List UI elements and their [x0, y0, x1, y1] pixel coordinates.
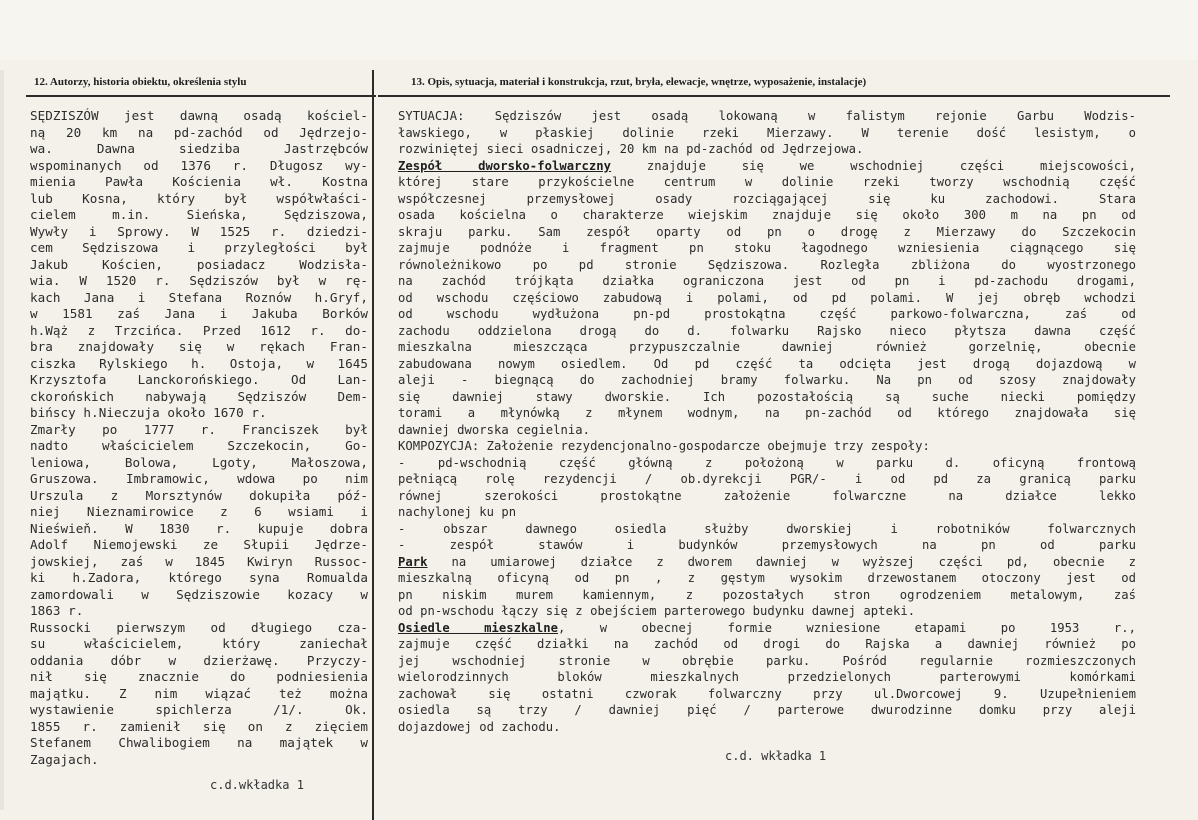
right-text-line [398, 191, 1136, 208]
right-text-line [398, 224, 1136, 241]
line-text: zabudowana nowym osiedlem. Od pd część ta odcięta jest drogą dojazdową w [398, 356, 1136, 371]
page-top-margin [0, 0, 1198, 60]
line-text: pełniącą rolę rezydencji / ob.dyrekcji PGR/- i od pd za granicą parku [398, 472, 1136, 486]
underlined-term: Osiedle mieszkalne [398, 620, 558, 635]
right-text-line [398, 719, 1136, 736]
right-section-header: 13. Opis, sytuacja, materiał i konstrukcja, rzut, bryła, elewacje, wnętrze, wyposażenie, instalacje) [411, 76, 867, 88]
line-text: nachylonej ku pn [398, 505, 517, 519]
left-text-line: jowskiej, zaś w 1845 Kwiryn Russoc- [30, 553, 368, 569]
line-text: ławskiego, w płaskiej dolinie rzeki Mierzawy. W terenie dość lesistym, o [398, 125, 1136, 140]
left-text-line: Krzysztofa Lanckorońskiego. Od Lan- [30, 372, 368, 387]
line-text: torami a młynówką z młynem wodnym, na pn-zachód od którego znajdowała się [398, 406, 1136, 420]
right-text-line [398, 389, 1136, 406]
right-text-line [398, 587, 1136, 604]
left-text-line: lub Kosna, który był współwłaści- [30, 190, 368, 206]
left-text-line: nadto właścicielem Szczekocin, Go- [30, 438, 368, 453]
right-text-line [398, 339, 1136, 356]
right-text-line [398, 207, 1136, 224]
line-text: , w obecnej formie wzniesione etapami po 1953 r., [557, 620, 1136, 635]
right-text-line [398, 636, 1136, 653]
line-text: wielorodzinnych bloków mieszkalnych przedzielonych parterowymi komórkami [398, 670, 1136, 684]
left-text-line: wa. Dawna siedziba Jastrzębców [30, 141, 368, 156]
line-text: KOMPOZYCJA: Założenie rezydencjonalno-gospodarcze obejmuje trzy zespoły: [398, 439, 930, 453]
right-text-line [398, 356, 1136, 373]
right-text-line [398, 455, 1136, 472]
right-text-line [398, 570, 1136, 587]
right-text-line [398, 125, 1136, 142]
left-section-header: 12. Autorzy, historia obiektu, określenia stylu [34, 76, 247, 88]
left-text-line: Stefanem Chwalibogiem na majątek w [30, 735, 368, 750]
right-text-line [398, 158, 1136, 175]
right-text-line [398, 438, 1136, 455]
left-text-line: wystawienie spichlerza /1/. Ok. [30, 702, 368, 717]
line-text: zachował się ostatni czworak folwarczny przy ul.Dworcowej 9. Uzupełnieniem [398, 686, 1136, 701]
right-text-line [398, 686, 1136, 703]
left-text-line: ckorońskich nabywają Sędziszów Dem- [30, 388, 368, 404]
right-text-line [398, 306, 1136, 323]
right-text-line [398, 521, 1136, 538]
line-text: - pd-wschodnią część główną z położoną w parku d. oficyną frontową [398, 455, 1136, 470]
left-text-line: bra znajdowały się w rękach Fran- [30, 339, 368, 354]
line-text: dojazdowej od zachodu. [398, 719, 561, 734]
right-continuation-note: c.d. wkładka 1 [725, 749, 827, 763]
left-text-line: 1863 r. [30, 603, 84, 618]
left-text-line: w 1581 zaś Jana i Jakuba Borków [30, 306, 368, 321]
line-text: zajmuje podnóże i fragment pn stoku łagodnego wzniesienia ciągnącego się [398, 241, 1136, 255]
right-text-column [398, 108, 1136, 735]
right-text-line [398, 504, 1136, 521]
line-text: mieszkalną oficyną od pn , z gęstym wysokim drzewostanem otoczony jest od [398, 571, 1136, 585]
line-text: na umiarowej działce z dworem dawniej w wyższej części pd, obecnie z [427, 554, 1136, 569]
right-text-line [398, 620, 1136, 637]
line-text: na zachód trójkąta działka ograniczona jest od pn i pd-zachodu drogami, [398, 274, 1136, 288]
left-text-line: Wywły i Sprowy. W 1525 r. dziedzi- [30, 223, 368, 239]
line-text: od wschodu wydłużona pn-pd prostokątna część parkowo-folwarczna, zaś od [398, 307, 1136, 321]
line-text: której stare przykościelne centrum w dolinie rzeki tworzy wschodnią część [398, 175, 1136, 189]
left-header-rule [26, 95, 376, 97]
line-text: - zespół stawów i budynków przemysłowych na pn od parku [398, 538, 1136, 552]
left-text-line: nił się znacznie do podniesienia [30, 669, 368, 684]
left-text-line: su właścicielem, który zaniechał [30, 636, 368, 651]
right-text-line [398, 554, 1136, 571]
left-text-line: cem Sędziszowa i przyległości był [30, 240, 368, 255]
right-text-line [398, 372, 1136, 389]
left-text-line: h.Wąż z Trzcińca. Przed 1612 r. do- [30, 322, 368, 338]
left-text-line: bińscy h.Nieczuja około 1670 r. [30, 405, 267, 420]
right-text-line [398, 537, 1136, 554]
left-text-line: SĘDZISZÓW jest dawną osadą kościel- [30, 108, 368, 123]
right-text-line [398, 422, 1136, 439]
line-text: dawniej dworska cegielnia. [398, 422, 591, 437]
left-text-line: mienia Pawła Kościenia wł. Kostna [30, 174, 368, 189]
right-text-line [398, 240, 1136, 257]
line-text: znajduje się we wschodniej części miejscowości, [611, 158, 1136, 173]
line-text: osada kościelna o charakterze wiejskim znajduje się około 300 m na pn od [398, 208, 1136, 222]
line-text: się dawniej stawy dworskie. Ich pozostałością są suche niecki pomiędzy [398, 389, 1136, 404]
left-text-line: cielem m.in. Sieńska, Sędziszowa, [30, 207, 368, 222]
right-text-line [398, 323, 1136, 340]
left-text-line: Nieświeň. W 1830 r. kupuje dobra [30, 520, 368, 536]
left-text-line: zamordowali w Sędziszowie kozacy w [30, 586, 368, 602]
left-text-line: majątku. Z nim wiązać też można [30, 685, 368, 701]
left-text-line: wspominanych od 1376 r. Długosz wy- [30, 157, 368, 173]
right-text-line [398, 290, 1136, 307]
right-text-line [398, 257, 1136, 274]
left-text-line: Adolf Niemojewski ze Słupii Jędrze- [30, 537, 368, 552]
left-text-line: Jakub Kościen, posiadacz Wodzisła- [30, 256, 368, 272]
underlined-term: Zespół dworsko-folwarczny [398, 158, 612, 173]
line-text: jej wschodniej stronie w obrębie parku. Pośród regularnie rozmieszczonych [398, 653, 1136, 668]
left-text-line: oddania dóbr w dzierżawę. Przyczy- [30, 652, 368, 668]
line-text: osiedla są trzy / dawniej pięć / parterowe dwurodzinne domku przy aleji [398, 703, 1136, 717]
left-text-line: Zmarły po 1777 r. Franciszek był [30, 421, 368, 437]
right-text-line [398, 488, 1136, 505]
underlined-term: Park [398, 554, 428, 569]
line-text: od wschodu częściowo zabudową i polami, od pd polami. W jej obręb wchodzi [398, 290, 1136, 305]
left-text-line: leniowa, Bolowa, Lgoty, Małoszowa, [30, 454, 368, 470]
right-text-line [398, 653, 1136, 670]
line-text: współczesnej przemysłowej osady rozciągającej się ku zachodowi. Stara [398, 191, 1136, 206]
right-text-line [398, 405, 1136, 422]
line-text: zachodu oddzielona drogą do d. folwarku Rajsko nieco płytsza dawna część [398, 323, 1136, 338]
right-text-line [398, 273, 1136, 290]
line-text: równej szerokości prostokątne założenie folwarczne na działce lekko [398, 488, 1136, 503]
paper-stain [0, 70, 4, 810]
right-text-line [398, 669, 1136, 686]
left-continuation-note: c.d.wkładka 1 [210, 778, 304, 792]
line-text: rozwiniętej sieci osadniczej, 20 km na pd-zachód od Jędrzejowa. [398, 142, 864, 156]
right-text-line [398, 702, 1136, 719]
right-header-rule [378, 95, 1170, 97]
left-text-line: ciszka Rylskiego h. Ostoja, w 1645 [30, 355, 368, 371]
line-text: od pn-wschodu łączy się z obejściem parterowego budynku dawnej apteki. [398, 604, 916, 618]
column-divider [372, 70, 374, 820]
left-text-line: Urszula z Morsztynów dokupiła póź- [30, 487, 368, 503]
right-text-line [398, 108, 1136, 125]
right-text-line [398, 603, 1136, 620]
left-text-line: 1855 r. zamienił się on z zięciem [30, 718, 368, 734]
left-text-line: ki h.Zadora, którego syna Romualda [30, 570, 368, 585]
left-text-line: wia. W 1520 r. Sędziszów był w rę- [30, 273, 368, 288]
right-text-line [398, 174, 1136, 191]
line-text: równoleżnikowo po pd stronie Sędziszowa. Rozległa zbliżona do wyostrzonego [398, 257, 1136, 272]
line-text: - obszar dawnego osiedla służby dworskiej i robotników folwarcznych [398, 521, 1136, 536]
left-text-line: niej Nieznamirowice z 6 wsiami i [30, 504, 368, 519]
left-text-line: ną 20 km na pd-zachód od Jędrzejo- [30, 124, 368, 140]
left-text-line: Gruszowa. Imbramowic, wdowa po nim [30, 471, 368, 486]
left-text-column [30, 108, 368, 768]
line-text: pn niskim murem kamiennym, z pozostałych stron ogrodzeniem metalowym, zaś [398, 587, 1136, 602]
left-text-line: Zagajach. [30, 751, 99, 767]
line-text: zajmuje część działki na zachód od drogi do Rajska a dawniej również po [398, 637, 1136, 651]
line-text: aleji - biegnącą do zachodniej bramy folwarku. Na pn od szosy znajdowały [398, 373, 1136, 387]
line-text: skraju parku. Sam zespół oparty od pn o drogę z Mierzawy do Szczekocin [398, 224, 1136, 239]
right-text-line [398, 141, 1136, 158]
line-text: mieszkalna mieszcząca przypuszczalnie dawniej również gorzelnię, obecnie [398, 340, 1136, 354]
right-text-line [398, 471, 1136, 488]
line-text: SYTUACJA: Sędziszów jest osadą lokowaną w falistym rejonie Garbu Wodzis- [398, 109, 1136, 123]
left-text-line: Russocki pierwszym od długiego cza- [30, 619, 368, 635]
left-text-line: kach Jana i Stefana Roznów h.Gryf, [30, 289, 368, 305]
